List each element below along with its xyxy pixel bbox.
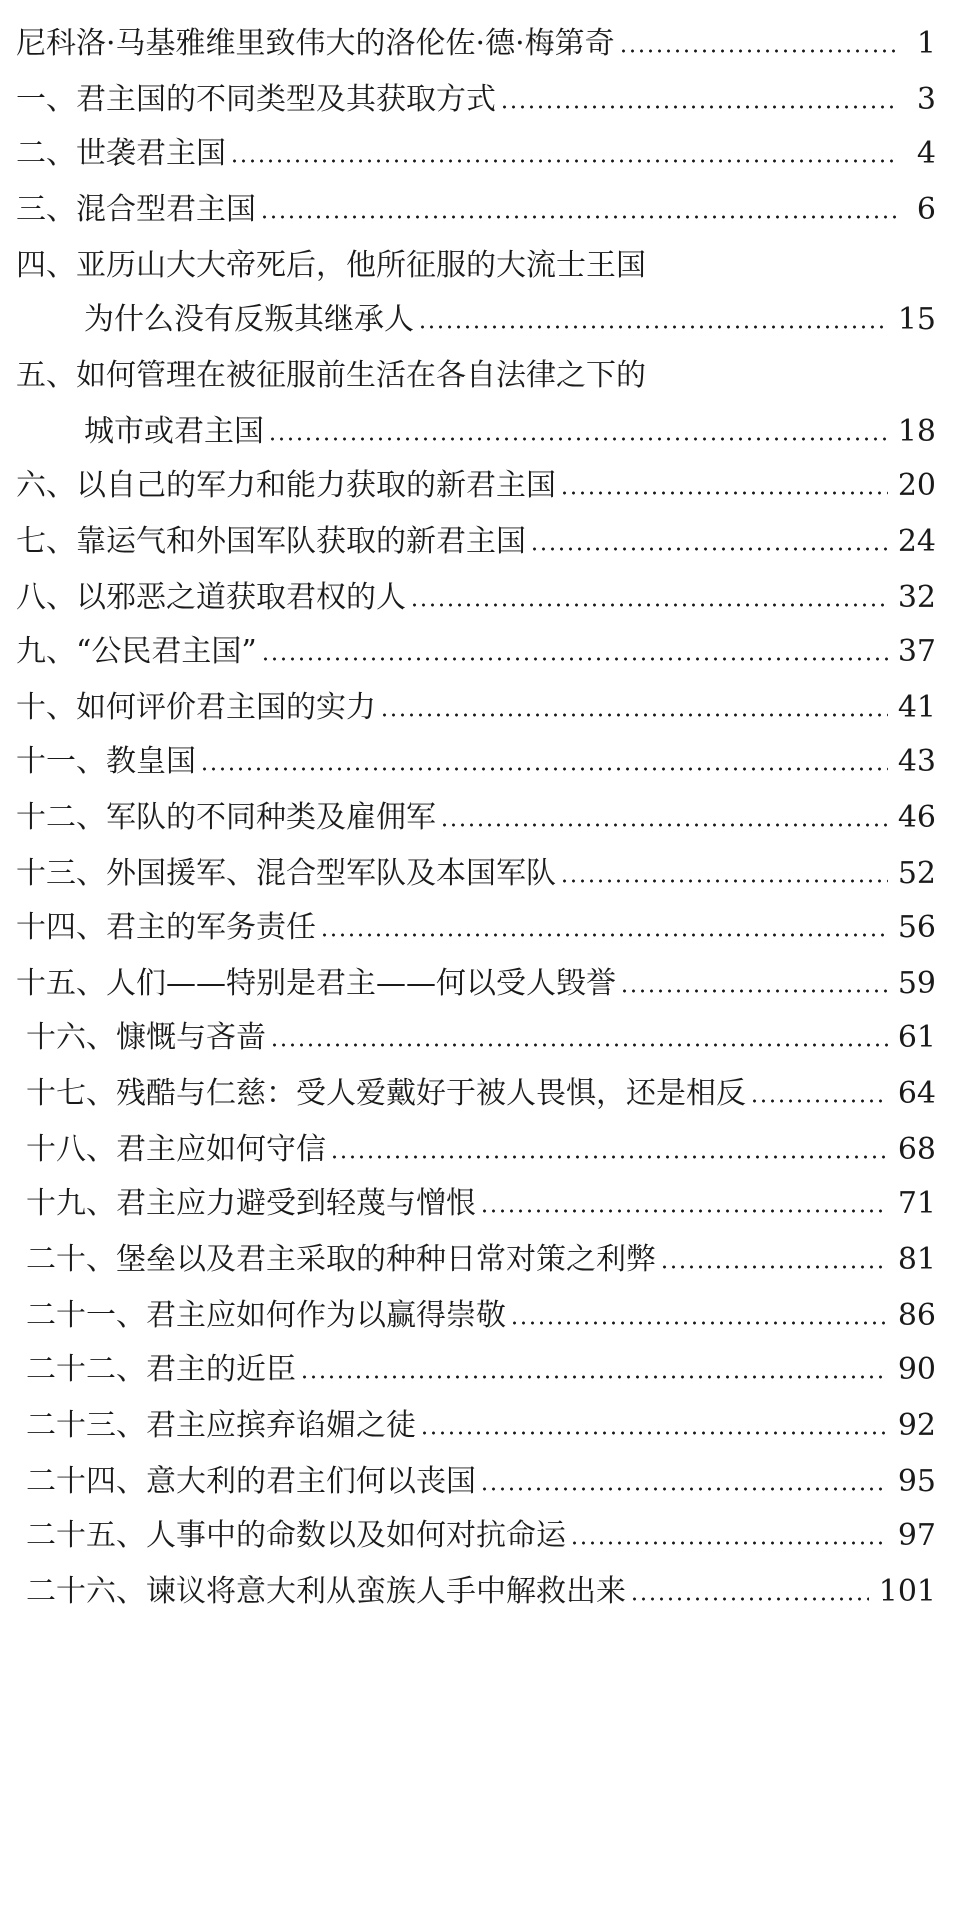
toc-entry <box>16 514 936 570</box>
toc-entry-page-number: 37 <box>897 634 936 669</box>
toc-entry <box>16 126 936 182</box>
toc-entry-title: 十、如何评价君主国的实力 <box>16 690 376 725</box>
dot-leader <box>200 767 888 771</box>
toc-entry <box>16 16 936 72</box>
dot-leader <box>420 1431 888 1435</box>
toc-entry <box>16 238 936 294</box>
dot-leader <box>530 547 888 551</box>
toc-entry-page-number: 101 <box>878 1574 936 1609</box>
toc-entry-page-number: 68 <box>897 1132 936 1167</box>
toc-entry-page-number: 71 <box>897 1186 936 1221</box>
toc-entry <box>16 72 936 128</box>
toc-entry-page-number: 64 <box>897 1076 936 1111</box>
toc-entry-title: 二十二、君主的近臣 <box>26 1352 296 1387</box>
toc-entry <box>26 1398 936 1454</box>
dot-leader <box>500 105 898 109</box>
dot-leader <box>620 989 888 993</box>
toc-entry-title: 二十一、君主应如何作为以赢得崇敬 <box>26 1298 506 1333</box>
dot-leader <box>630 1597 869 1601</box>
toc-entry-title: 十四、君主的军务责任 <box>16 910 316 945</box>
toc-entry <box>16 790 936 846</box>
dot-leader <box>510 1321 888 1325</box>
toc-entry <box>16 624 936 680</box>
toc-entry-page-number: 43 <box>897 744 936 779</box>
toc-entry-page-number: 56 <box>897 910 936 945</box>
toc-entry-page-number: 1 <box>916 26 936 61</box>
toc-entry-title: 十八、君主应如何守信 <box>26 1132 326 1167</box>
toc-entry <box>16 458 936 514</box>
toc-entry <box>26 1342 936 1398</box>
toc-entry <box>26 1508 936 1564</box>
dot-leader <box>261 657 888 661</box>
toc-entry-title: 十六、慷慨与吝啬 <box>26 1020 266 1055</box>
dot-leader <box>480 1209 888 1213</box>
dot-leader <box>619 49 898 53</box>
toc-entry-title: 四、亚历山大大帝死后，他所征服的大流士王国 <box>16 248 646 283</box>
dot-leader <box>330 1155 888 1159</box>
toc-entry-page-number: 46 <box>897 800 936 835</box>
toc-entry-page-number: 3 <box>916 82 936 117</box>
toc-entry-title: 二十六、谏议将意大利从蛮族人手中解救出来 <box>26 1574 626 1609</box>
toc-entry <box>26 1288 936 1344</box>
toc-entry-page-number: 52 <box>897 856 936 891</box>
dot-leader <box>300 1375 888 1379</box>
toc-entry-title: 八、以邪恶之道获取君权的人 <box>16 580 406 615</box>
toc-entry-page-number: 61 <box>897 1020 936 1055</box>
dot-leader <box>750 1099 888 1103</box>
toc-entry-title: 二十四、意大利的君主们何以丧国 <box>26 1464 476 1499</box>
dot-leader <box>410 603 888 607</box>
toc-entry-page-number: 97 <box>897 1518 936 1553</box>
dot-leader <box>440 823 888 827</box>
toc-entry <box>16 680 936 736</box>
toc-entry-page-number: 32 <box>897 580 936 615</box>
toc-entry <box>16 900 936 956</box>
toc-entry <box>16 846 936 902</box>
toc-entry-title: 尼科洛·马基雅维里致伟大的洛伦佐·德·梅第奇 <box>16 26 615 61</box>
toc-entry <box>26 1176 936 1232</box>
toc-entry-page-number: 20 <box>897 468 936 503</box>
toc-entry-title: 二、世袭君主国 <box>16 136 226 171</box>
toc-entry-title: 九、“公民君主国” <box>16 634 257 669</box>
toc-entry <box>26 1564 936 1620</box>
toc-entry-title: 为什么没有反叛其继承人 <box>84 302 414 337</box>
toc-entry-page-number: 90 <box>897 1352 936 1387</box>
toc-entry-title: 十五、人们——特别是君主——何以受人毁誉 <box>16 966 616 1001</box>
toc-entry <box>16 348 936 404</box>
toc-entry-title: 七、靠运气和外国军队获取的新君主国 <box>16 524 526 559</box>
toc-entry-page-number: 81 <box>897 1242 936 1277</box>
toc-entry-title: 一、君主国的不同类型及其获取方式 <box>16 82 496 117</box>
dot-leader <box>320 933 888 937</box>
toc-entry <box>16 182 936 238</box>
toc-entry-title: 二十五、人事中的命数以及如何对抗命运 <box>26 1518 566 1553</box>
toc-entry-title: 六、以自己的军力和能力获取的新君主国 <box>16 468 556 503</box>
toc-entry-title: 十七、残酷与仁慈：受人爱戴好于被人畏惧，还是相反 <box>26 1076 746 1111</box>
toc-entry <box>84 292 936 348</box>
toc-entry-page-number: 95 <box>897 1464 936 1499</box>
dot-leader <box>560 879 888 883</box>
toc-entry-page-number: 24 <box>897 524 936 559</box>
toc-entry-page-number: 15 <box>897 302 936 337</box>
dot-leader <box>230 159 898 163</box>
toc-entry <box>26 1454 936 1510</box>
dot-leader <box>270 1043 888 1047</box>
toc-entry <box>26 1010 936 1066</box>
toc-entry <box>26 1066 936 1122</box>
toc-entry-title: 二十、堡垒以及君主采取的种种日常对策之利弊 <box>26 1242 656 1277</box>
toc-entry-page-number: 6 <box>916 192 936 227</box>
toc-entry-title: 三、混合型君主国 <box>16 192 256 227</box>
dot-leader <box>660 1265 888 1269</box>
toc-entry <box>16 956 936 1012</box>
toc-entry-title: 十三、外国援军、混合型军队及本国军队 <box>16 856 556 891</box>
toc-entry-title: 十一、教皇国 <box>16 744 196 779</box>
dot-leader <box>418 325 888 329</box>
toc-entry <box>84 404 936 460</box>
toc-entry <box>16 734 936 790</box>
toc-entry-title: 十九、君主应力避受到轻蔑与憎恨 <box>26 1186 476 1221</box>
toc-entry-title: 城市或君主国 <box>84 414 264 449</box>
toc-entry-title: 二十三、君主应摈弃谄媚之徒 <box>26 1408 416 1443</box>
dot-leader <box>380 713 888 717</box>
toc-entry-page-number: 18 <box>897 414 936 449</box>
toc-entry-page-number: 41 <box>897 690 936 725</box>
dot-leader <box>480 1487 888 1491</box>
dot-leader <box>260 215 898 219</box>
toc-entry-page-number: 86 <box>897 1298 936 1333</box>
toc-entry-page-number: 4 <box>916 136 936 171</box>
dot-leader <box>560 491 888 495</box>
toc-entry <box>26 1232 936 1288</box>
toc-entry-page-number: 59 <box>897 966 936 1001</box>
toc-entry <box>26 1122 936 1178</box>
dot-leader <box>570 1541 888 1545</box>
toc-entry-page-number: 92 <box>897 1408 936 1443</box>
toc-entry <box>16 570 936 626</box>
dot-leader <box>268 437 888 441</box>
toc-entry-title: 五、如何管理在被征服前生活在各自法律之下的 <box>16 358 646 393</box>
toc-entry-title: 十二、军队的不同种类及雇佣军 <box>16 800 436 835</box>
